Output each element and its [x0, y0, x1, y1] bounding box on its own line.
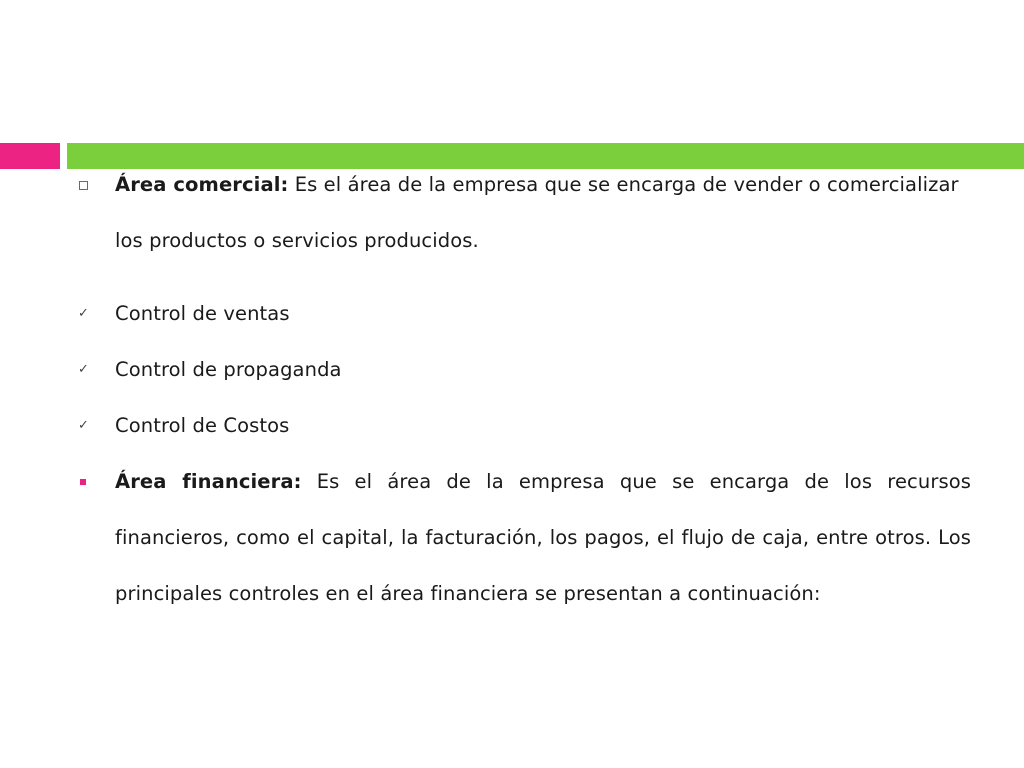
item-title: Área financiera: [115, 470, 294, 493]
checkmark-icon: ✓: [78, 418, 89, 433]
item-text: Control de ventas: [115, 302, 290, 325]
item-text: Control de propaganda: [115, 358, 342, 381]
square-outline-icon: [79, 157, 99, 213]
bullet-item-area-financiera: [115, 454, 971, 622]
bullet-item-control-costos: [78, 398, 971, 454]
item-title-separator: :: [293, 470, 302, 493]
item-text: Es el área de la empresa que se encarga de vender o comercializar los productos o servicios producidos.: [115, 173, 959, 252]
checkmark-icon: ✓: [78, 362, 89, 377]
checkmark-icon: ✓: [78, 306, 89, 321]
square-solid-icon: [79, 454, 99, 510]
item-text: Es el área de la empresa que se encarga de los recursos financieros, como el capital, la facturación, los pagos, el flujo de caja, entre otros. Los principales controles en el área financiera se presentan a continuación:: [115, 470, 972, 605]
item-title: Área comercial: [115, 173, 281, 196]
item-text: Control de Costos: [115, 414, 290, 437]
bullet-item-control-propaganda: [78, 342, 971, 398]
item-title-separator: :: [280, 173, 289, 196]
bullet-item-control-ventas: [78, 286, 971, 342]
bullet-item-area-comercial: [115, 157, 971, 269]
